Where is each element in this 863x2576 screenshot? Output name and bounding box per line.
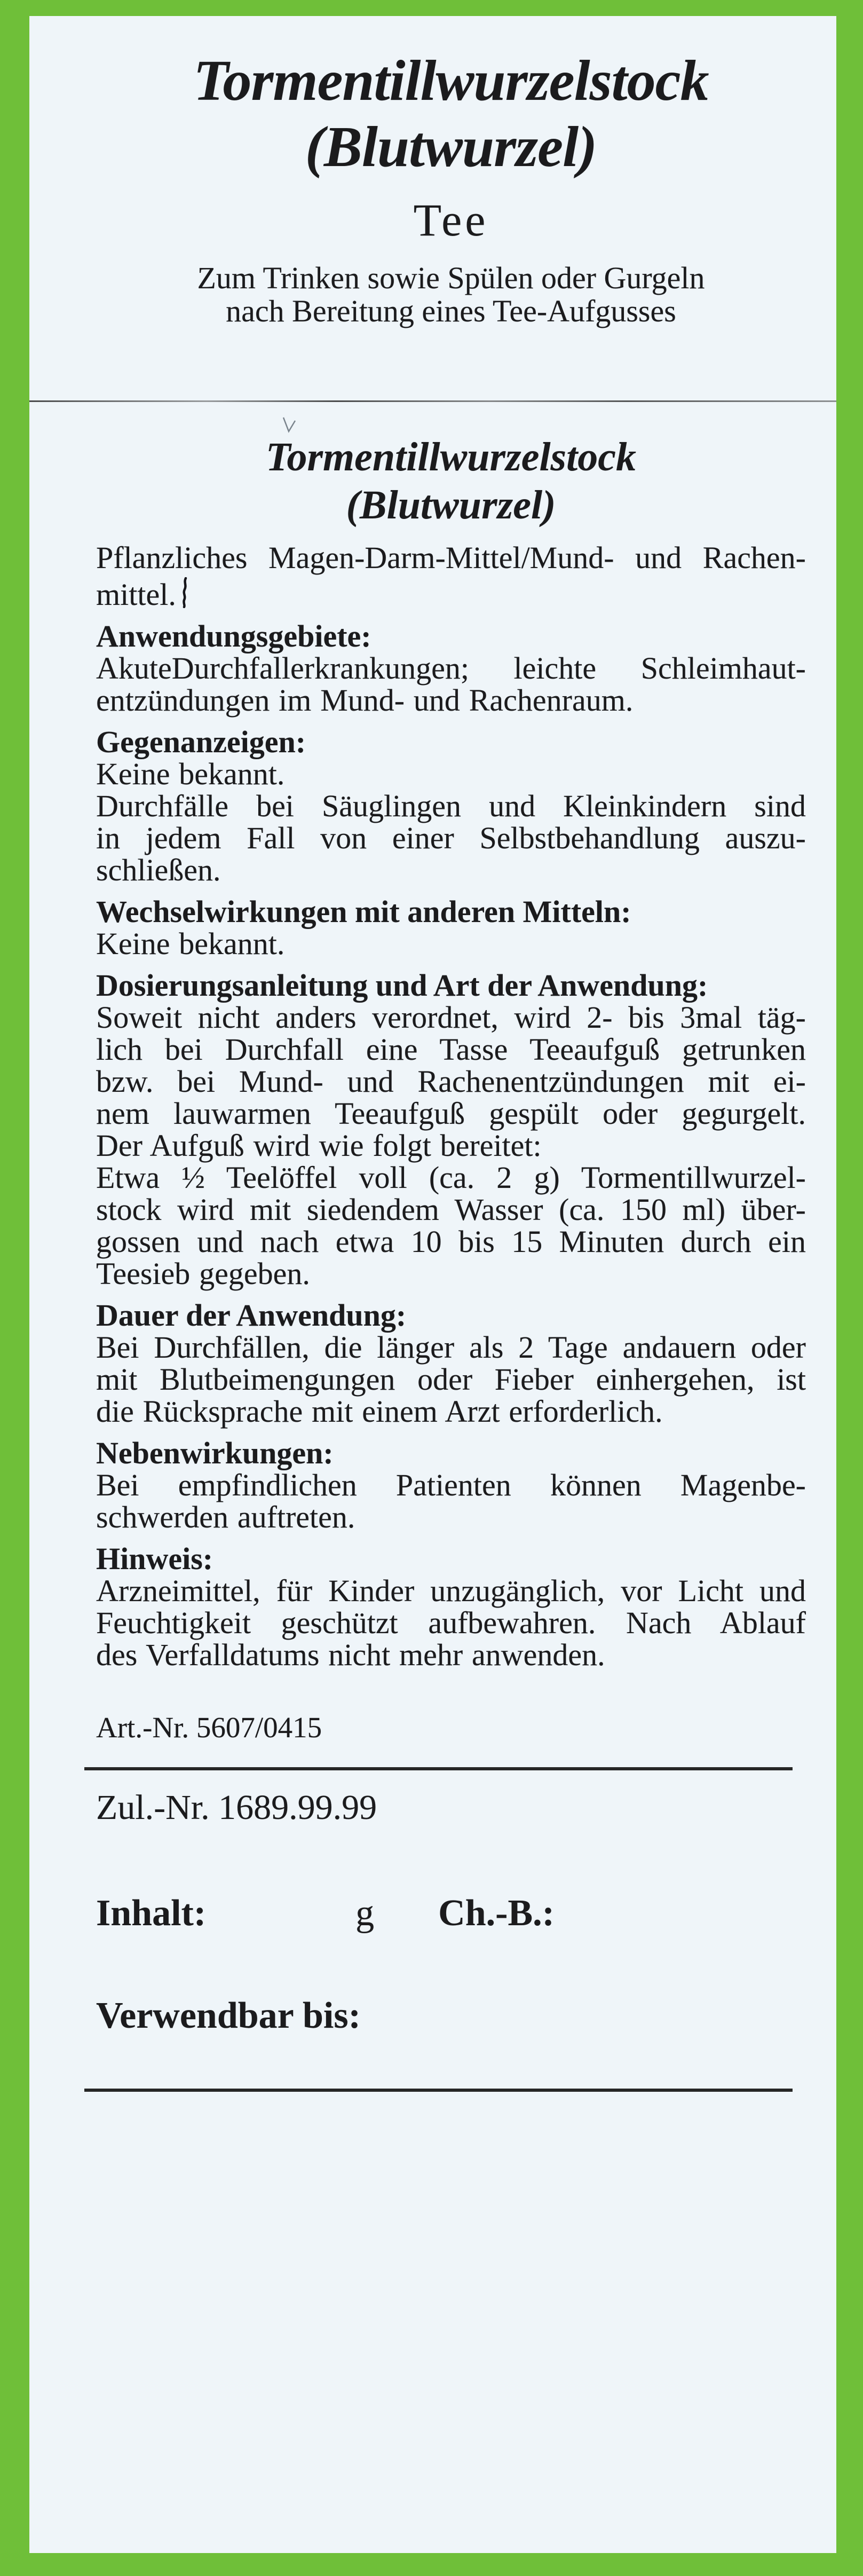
- article-number: Art.-Nr. 5607/0415: [96, 1711, 322, 1744]
- classification-line-2: [96, 574, 806, 611]
- expiry-label: Verwendbar bis:: [96, 1995, 361, 2036]
- text-line: Keine bekannt.: [96, 926, 285, 961]
- section-gegenanzeigen: [96, 726, 806, 886]
- approval-number: Zul.-Nr. 1689.99.99: [96, 1788, 377, 1827]
- classification-paragraph: [96, 542, 806, 611]
- text-line: Soweit nicht anders verordnet, wird 2- bis 3mal täg-: [96, 1000, 806, 1035]
- text-line: stock wird mit siedendem Wasser (ca. 150 ml) über-: [96, 1192, 806, 1227]
- usage-note-line-1: Zum Trinken sowie Spülen oder Gurgeln: [197, 261, 705, 295]
- classification-line-1: Pflanzliches Magen-Darm-Mittel/Mund- und Rachen-: [96, 540, 806, 575]
- batch-label: Ch.-B.:: [438, 1893, 555, 1934]
- text-line: Bei Durchfällen, die länger als 2 Tage andauern oder: [96, 1330, 806, 1365]
- text-line: Feuchtigkeit geschützt aufbewahren. Nach Ablauf: [96, 1605, 806, 1640]
- text-line: lich bei Durchfall eine Tasse Teeaufguß getrunken: [96, 1032, 806, 1067]
- section-heading: Anwendungsgebiete:: [96, 619, 371, 653]
- text-line: Etwa ½ Teelöffel voll (ca. 2 g) Tormentillwurzel-: [96, 1160, 806, 1195]
- mid-divider-rule: [84, 1767, 793, 1770]
- product-title-line-2: (Blutwurzel): [305, 115, 597, 179]
- text-line: Der Aufguß wird wie folgt bereitet:: [96, 1128, 542, 1163]
- section-wechselwirkungen: [96, 896, 806, 960]
- bottom-divider-rule: [84, 2089, 793, 2092]
- inhalt-label: Inhalt:: [96, 1893, 207, 1934]
- section-heading: Nebenwirkungen:: [96, 1436, 334, 1470]
- section-heading: Gegenanzeigen:: [96, 724, 306, 759]
- section-hinweis: [96, 1543, 806, 1671]
- text-line: des Verfalldatums nicht mehr anwenden.: [96, 1637, 605, 1672]
- text-line: nem lauwarmen Teeaufguß gespült oder gegurgelt.: [96, 1096, 806, 1131]
- inhalt-unit-label: g: [355, 1893, 375, 1934]
- text-line: in jedem Fall von einer Selbstbehandlung auszu-: [96, 821, 806, 855]
- text-line: Durchfälle bei Säuglingen und Kleinkindern sind: [96, 789, 806, 823]
- text-line: entzündungen im Mund- und Rachenraum.: [96, 683, 634, 718]
- section-anwendungsgebiete: [96, 620, 806, 716]
- text-line: Arzneimittel, für Kinder unzugänglich, vor Licht und: [96, 1573, 806, 1608]
- text-line: mit Blutbeimengungen oder Fieber einhergehen, ist: [96, 1362, 806, 1397]
- package-header: [96, 48, 806, 328]
- text-line: Teesieb gegeben.: [96, 1256, 310, 1291]
- text-line: AkuteDurchfallerkrankungen; leichte Schleimhaut-: [96, 651, 806, 686]
- text-line: die Rücksprache mit einem Arzt erforderlich.: [96, 1394, 663, 1429]
- text-line: schwerden auftreten.: [96, 1500, 355, 1534]
- header-divider-rule: [29, 400, 836, 402]
- pen-tick-icon: [280, 415, 298, 437]
- dosage-form: Tee: [413, 194, 489, 246]
- text-line: bzw. bei Mund- und Rachenentzündungen mit ei-: [96, 1064, 806, 1099]
- insert-title-line-2: (Blutwurzel): [346, 483, 556, 527]
- usage-note-line-2: nach Bereitung eines Tee-Aufgusses: [226, 294, 676, 328]
- text-line: schließen.: [96, 853, 221, 887]
- text-line: gossen und nach etwa 10 bis 15 Minuten durch ein: [96, 1224, 806, 1259]
- text-line: Bei empfindlichen Patienten können Magenbe-: [96, 1468, 806, 1502]
- section-heading: Dauer der Anwendung:: [96, 1298, 407, 1333]
- section-heading: Wechselwirkungen mit anderen Mitteln:: [96, 894, 631, 929]
- classification-line-2-text: mittel.: [96, 577, 176, 612]
- section-dosierungsanleitung: [96, 970, 806, 1290]
- text-line: Keine bekannt.: [96, 757, 285, 791]
- section-nebenwirkungen: [96, 1437, 806, 1533]
- section-heading: Hinweis:: [96, 1541, 213, 1576]
- section-dauer-der-anwendung: [96, 1299, 806, 1428]
- content-batch-row: [96, 1892, 806, 1935]
- insert-title-line-1: Tormentillwurzelstock: [266, 435, 636, 479]
- label-sheet: [29, 16, 836, 2553]
- ink-smudge-icon: [180, 577, 189, 608]
- product-title-line-1: Tormentillwurzelstock: [193, 49, 709, 113]
- section-heading: Dosierungsanleitung und Art der Anwendung:: [96, 968, 708, 1003]
